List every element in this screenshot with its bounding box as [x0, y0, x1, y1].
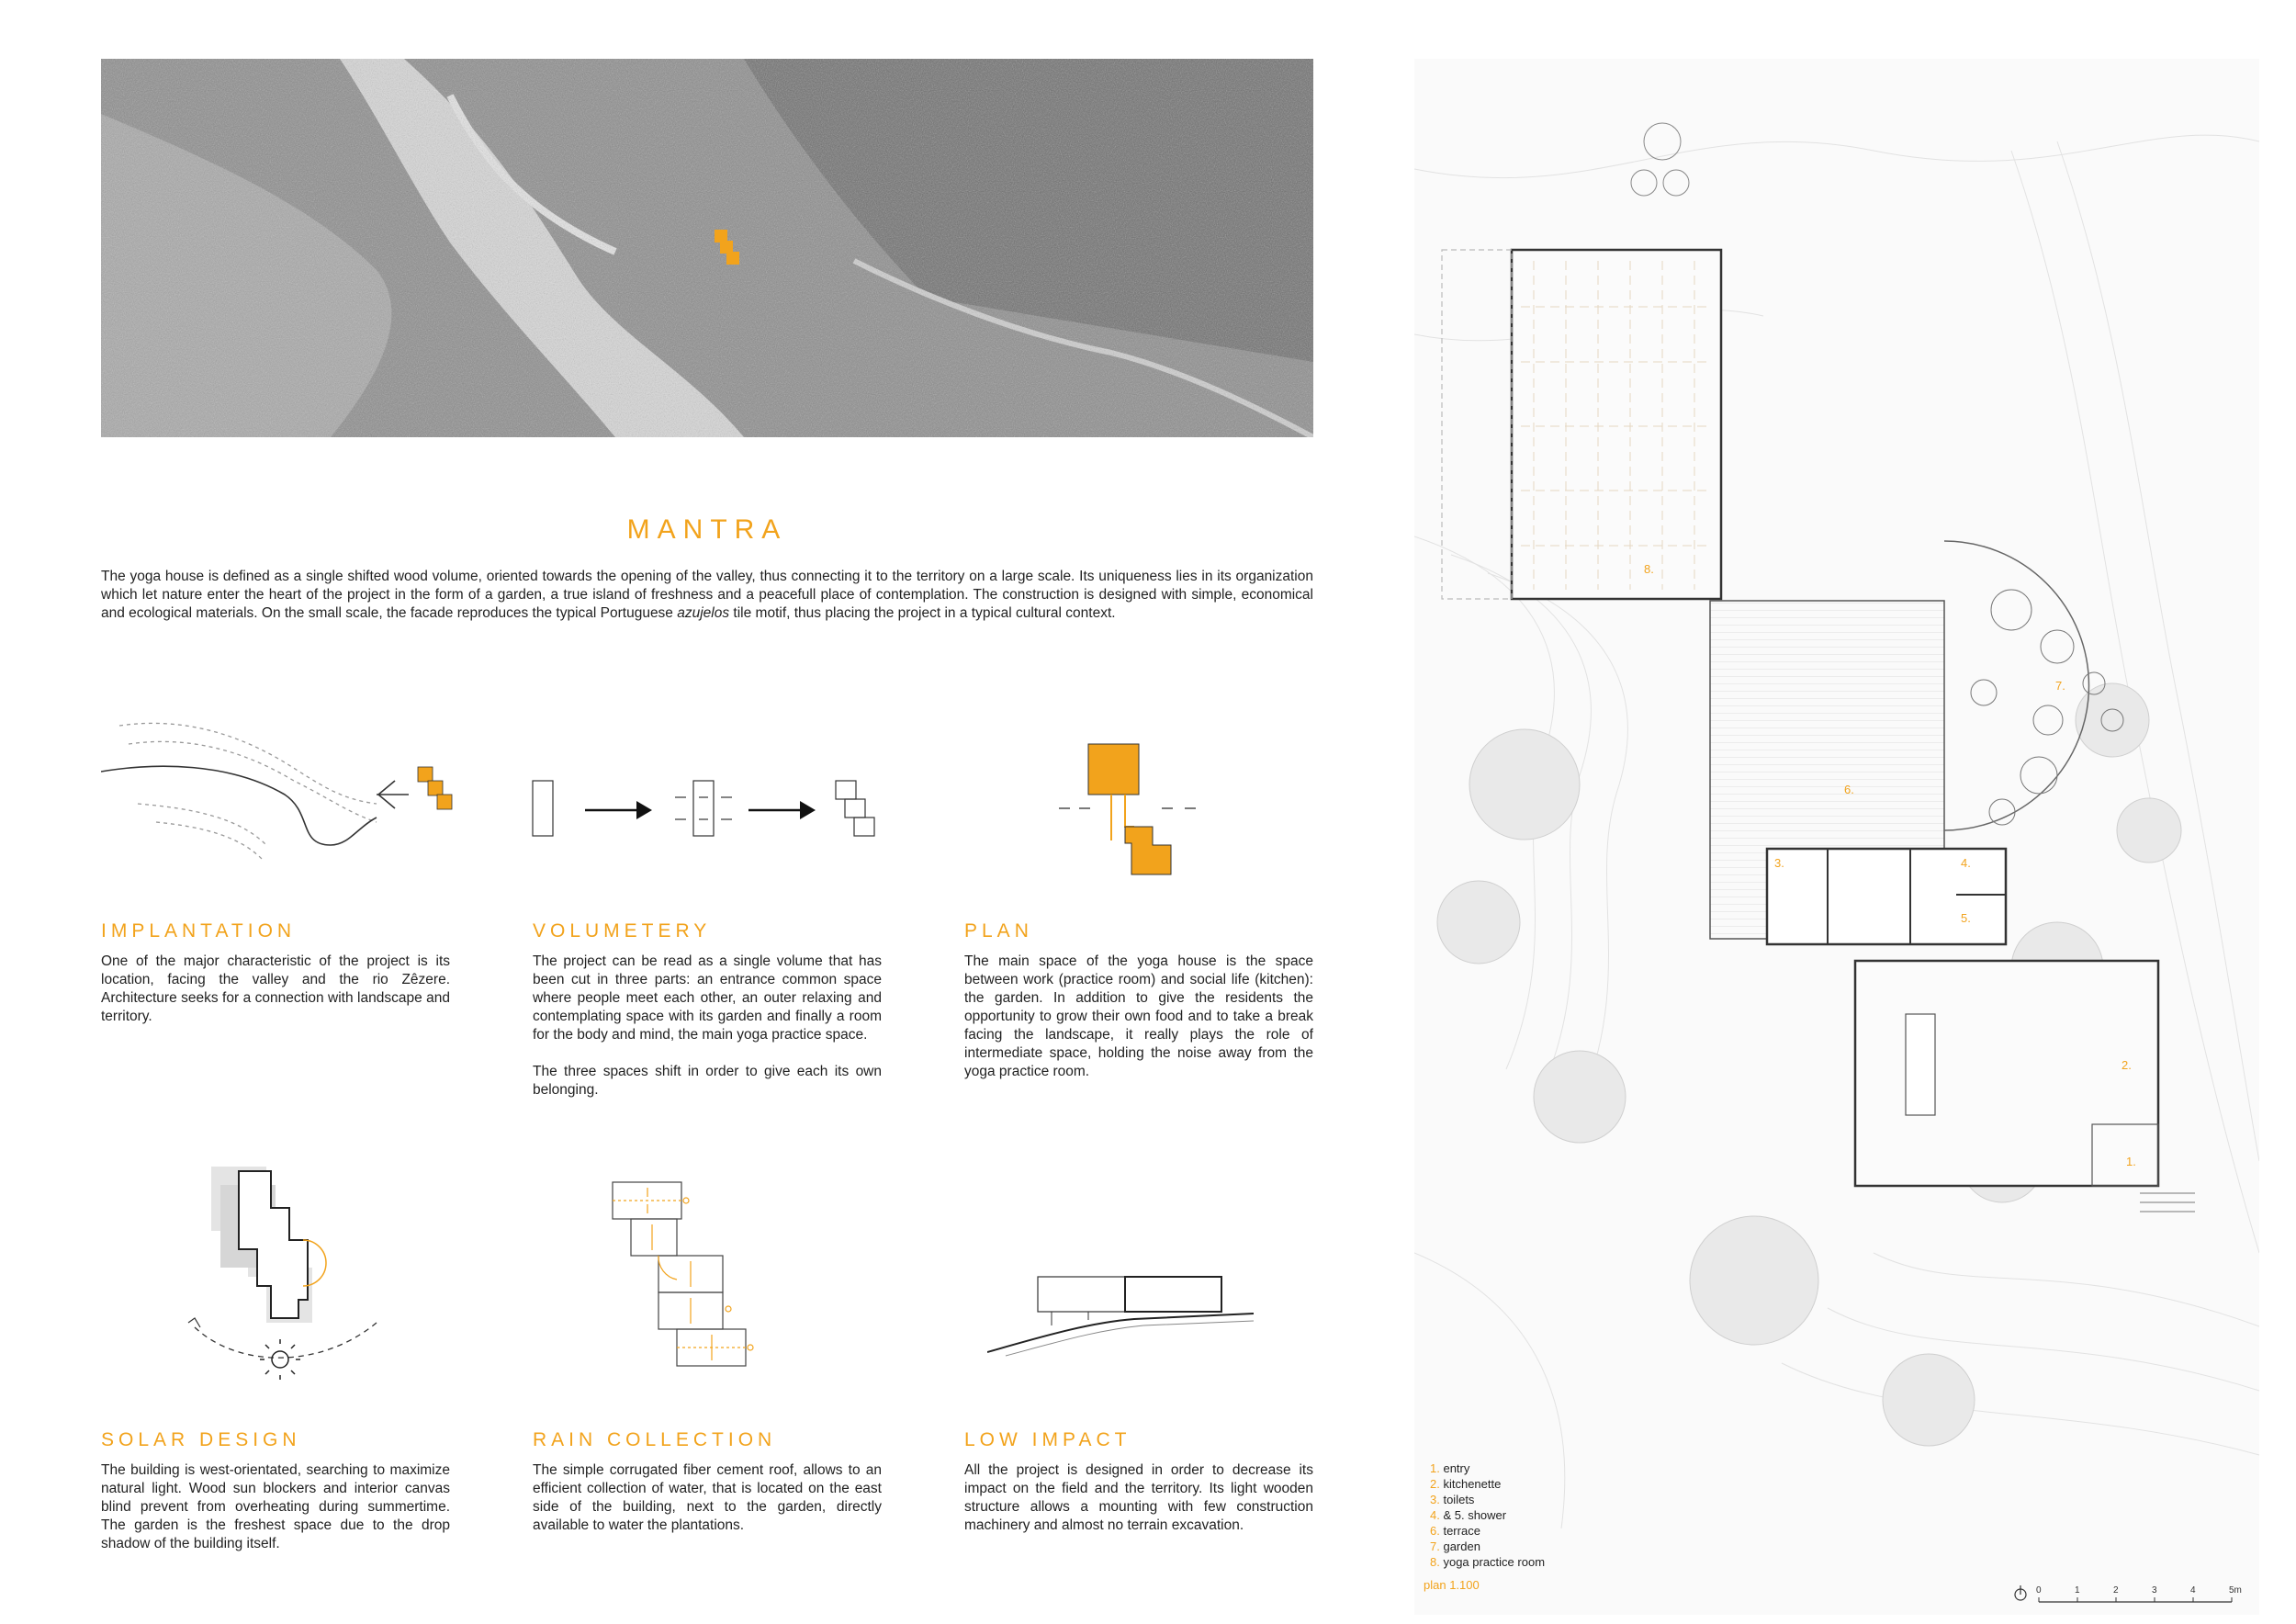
- legend-label: kitchenette: [1443, 1477, 1502, 1491]
- room-label-5: 5.: [1961, 911, 1971, 925]
- legend-label: & 5. shower: [1443, 1508, 1507, 1522]
- legend-number: 6.: [1430, 1524, 1444, 1538]
- scale-tick-label: 5m: [2229, 1585, 2242, 1596]
- rain-collection-diagram: [611, 1180, 767, 1373]
- legend-label: garden: [1443, 1539, 1480, 1553]
- legend-label: entry: [1443, 1461, 1470, 1475]
- plan-diagram: [1056, 735, 1221, 891]
- plan-text: The main space of the yoga house is the space between work (practice room) and social life (kitchen): the garden. In addition to give the residents the opportunity to grow their own food and to take a break facing the landscape, it really plays the role of intermediate space, holding the noise away from the yoga practice room.: [964, 953, 1313, 1079]
- legend-item: [1430, 1476, 1545, 1492]
- legend-item: [1430, 1507, 1545, 1523]
- volumetery-text: [533, 953, 882, 1118]
- legend-label: toilets: [1443, 1493, 1475, 1506]
- legend-number: 4.: [1430, 1508, 1444, 1522]
- legend-item: [1430, 1492, 1545, 1507]
- intro-paragraph: [101, 568, 1313, 623]
- volumetery-heading: VOLUMETERY: [533, 920, 712, 942]
- legend-number: 2.: [1430, 1477, 1444, 1491]
- page-title: MANTRA: [626, 514, 788, 545]
- legend-number: 1.: [1430, 1461, 1444, 1475]
- legend-label: yoga practice room: [1443, 1555, 1546, 1569]
- legend-number: 7.: [1430, 1539, 1444, 1553]
- low-impact-diagram: [987, 1268, 1263, 1359]
- legend-item: [1430, 1539, 1545, 1554]
- plan-legend: [1430, 1460, 1545, 1570]
- low-impact-text: All the project is designed in order to decrease its impact on the field and the territory. Its light wooden structure allows a mounting with few construction machinery and almost no terrain excavation.: [964, 1462, 1313, 1533]
- implantation-heading: IMPLANTATION: [101, 920, 297, 942]
- sun-icon: [260, 1339, 300, 1380]
- room-label-4: 4.: [1961, 856, 1971, 870]
- room-label-7: 7.: [2055, 679, 2065, 693]
- volumetery-diagram: [528, 772, 895, 854]
- scale-tick-label: 2: [2113, 1585, 2119, 1596]
- solar-design-heading: SOLAR DESIGN: [101, 1429, 301, 1450]
- intro-emphasis: azujelos: [677, 605, 730, 621]
- low-impact-heading: LOW IMPACT: [964, 1429, 1131, 1450]
- scale-tick-label: 1: [2075, 1585, 2080, 1596]
- scale-bar: [2011, 1582, 2268, 1609]
- legend-label: terrace: [1443, 1524, 1480, 1538]
- scale-label: plan 1.100: [1424, 1578, 1480, 1592]
- legend-item: [1430, 1460, 1545, 1476]
- rain-collection-heading: RAIN COLLECTION: [533, 1429, 777, 1450]
- scale-tick-label: 4: [2190, 1585, 2196, 1596]
- room-label-2: 2.: [2122, 1058, 2132, 1072]
- scale-tick-label: 0: [2036, 1585, 2042, 1596]
- legend-number: 3.: [1430, 1493, 1444, 1506]
- scale-tick-label: 3: [2152, 1585, 2157, 1596]
- solar-design-text: The building is west-orientated, searching to maximize natural light. Wood sun blockers and interior canvas blind prevent from overheating during summertime. The garden is the freshest space due to the drop shadow of the building itself.: [101, 1462, 450, 1551]
- implantation-text: One of the major characteristic of the project is its location, facing the valley and the rio Zêzere. Architecture seeks for a connection with landscape and territory.: [101, 953, 450, 1024]
- room-label-8: 8.: [1644, 562, 1654, 576]
- aerial-photo: [101, 59, 1313, 437]
- implantation-diagram: [101, 707, 468, 863]
- legend-number: 8.: [1430, 1555, 1444, 1569]
- plan-heading: PLAN: [964, 920, 1033, 942]
- volumetery-paragraph-2: The three spaces shift in order to give each its own belonging.: [533, 1064, 882, 1098]
- kitchenette: [1855, 961, 2158, 1186]
- legend-item: [1430, 1554, 1545, 1570]
- intro-text: The yoga house is defined as a single shifted wood volume, oriented towards the opening of the valley, thus connecting it to the territory on a large scale. Its uniqueness lies in its organization which let nature enter the heart of the project in the form of a garden, a true island of freshness and a peacefull place of contemplation. The construction is designed with simple, economical and ecological materials. On the small scale, the facade reproduces the typical Portuguese: [101, 569, 1313, 621]
- room-label-1: 1.: [2126, 1155, 2136, 1168]
- floor-plan-panel: [1414, 59, 2259, 1615]
- room-label-6: 6.: [1844, 783, 1854, 796]
- legend-item: [1430, 1523, 1545, 1539]
- rain-collection-text: The simple corrugated fiber cement roof, allows to an efficient collection of water, that is located on the east side of the building, next to the garden, directly available to water the plantations.: [533, 1462, 882, 1533]
- room-label-3: 3.: [1774, 856, 1784, 870]
- solar-design-diagram: [184, 1167, 386, 1387]
- volumetery-paragraph-1: The project can be read as a single volume that has been cut in three parts: an entrance common space where people meet each other, an outer relaxing and contemplating space with its garden and finally a room for the body and mind, the main yoga practice space.: [533, 953, 882, 1043]
- dining-table: [1906, 1014, 1935, 1115]
- intro-text-end: tile motif, thus placing the project in a typical cultural context.: [729, 605, 1116, 621]
